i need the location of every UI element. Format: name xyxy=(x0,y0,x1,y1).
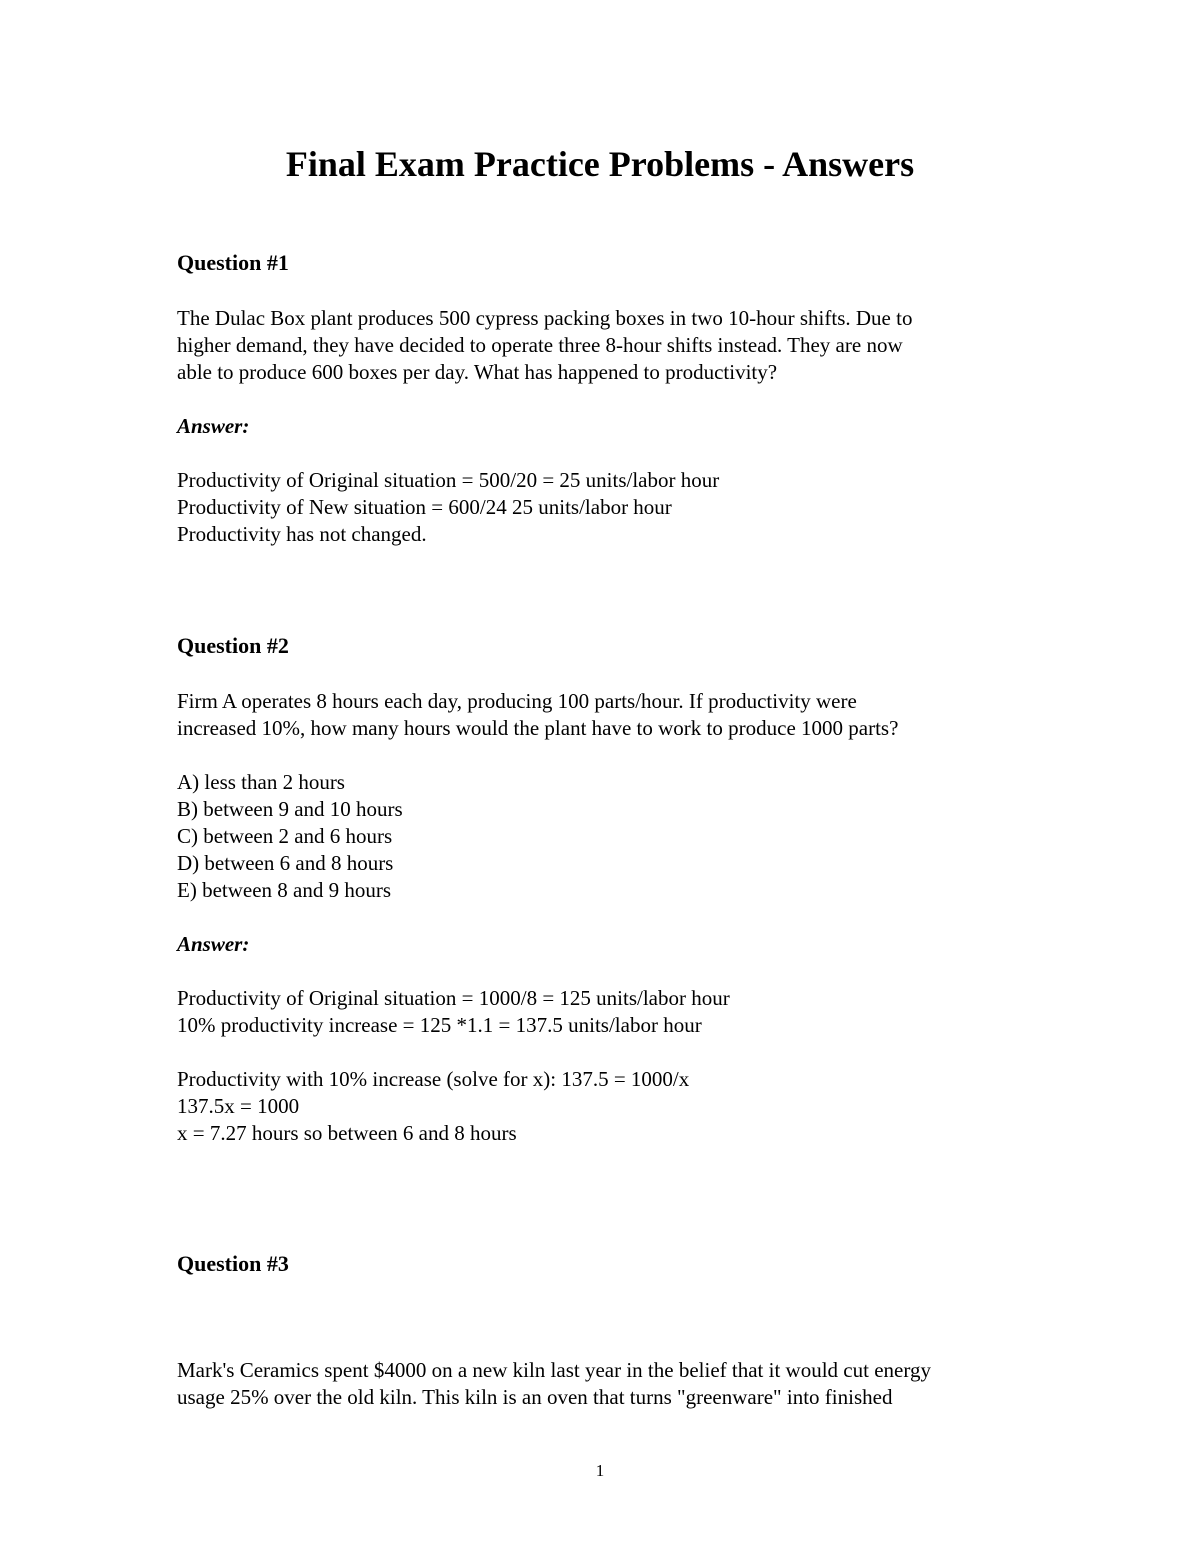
answer-line: Productivity of Original situation = 1000/8 = 125 units/labor hour xyxy=(177,986,730,1010)
option-b: B) between 9 and 10 hours xyxy=(177,797,403,821)
answer-line: 137.5x = 1000 xyxy=(177,1094,300,1118)
question-3-text xyxy=(177,1357,1057,1411)
text-line: The Dulac Box plant produces 500 cypress packing boxes in two 10-hour shifts. Due to xyxy=(177,306,913,330)
question-1-answer-label: Answer: xyxy=(177,414,250,438)
answer-line: x = 7.27 hours so between 6 and 8 hours xyxy=(177,1121,517,1145)
text-line: able to produce 600 boxes per day. What has happened to productivity? xyxy=(177,360,778,384)
option-d: D) between 6 and 8 hours xyxy=(177,851,394,875)
question-1-answer xyxy=(177,467,1057,548)
answer-line: Productivity of New situation = 600/24 25 units/labor hour xyxy=(177,495,672,519)
text-line: Mark's Ceramics spent $4000 on a new kiln last year in the belief that it would cut energy xyxy=(177,1358,931,1382)
answer-line: Productivity of Original situation = 500/20 = 25 units/labor hour xyxy=(177,468,720,492)
question-2-answer-part1 xyxy=(177,985,1057,1039)
question-2-heading: Question #2 xyxy=(177,633,289,658)
question-1-text xyxy=(177,305,1057,386)
question-2-options xyxy=(177,769,1057,904)
answer-line: 10% productivity increase = 125 *1.1 = 137.5 units/labor hour xyxy=(177,1013,702,1037)
answer-line: Productivity has not changed. xyxy=(177,522,427,546)
text-line: usage 25% over the old kiln. This kiln is an oven that turns "greenware" into finished xyxy=(177,1385,893,1409)
question-3-heading: Question #3 xyxy=(177,1251,289,1276)
question-2-answer-label: Answer: xyxy=(177,932,250,956)
document-title: Final Exam Practice Problems - Answers xyxy=(285,144,915,184)
page-number: 1 xyxy=(595,1461,605,1480)
option-c: C) between 2 and 6 hours xyxy=(177,824,393,848)
option-e: E) between 8 and 9 hours xyxy=(177,878,392,902)
text-line: Firm A operates 8 hours each day, producing 100 parts/hour. If productivity were xyxy=(177,689,857,713)
option-a: A) less than 2 hours xyxy=(177,770,345,794)
text-line: increased 10%, how many hours would the plant have to work to produce 1000 parts? xyxy=(177,716,899,740)
answer-line: Productivity with 10% increase (solve for x): 137.5 = 1000/x xyxy=(177,1067,690,1091)
text-line: higher demand, they have decided to operate three 8-hour shifts instead. They are now xyxy=(177,333,903,357)
question-2-text xyxy=(177,688,1057,742)
question-1-heading: Question #1 xyxy=(177,250,289,275)
question-2-answer-part2 xyxy=(177,1066,1057,1147)
